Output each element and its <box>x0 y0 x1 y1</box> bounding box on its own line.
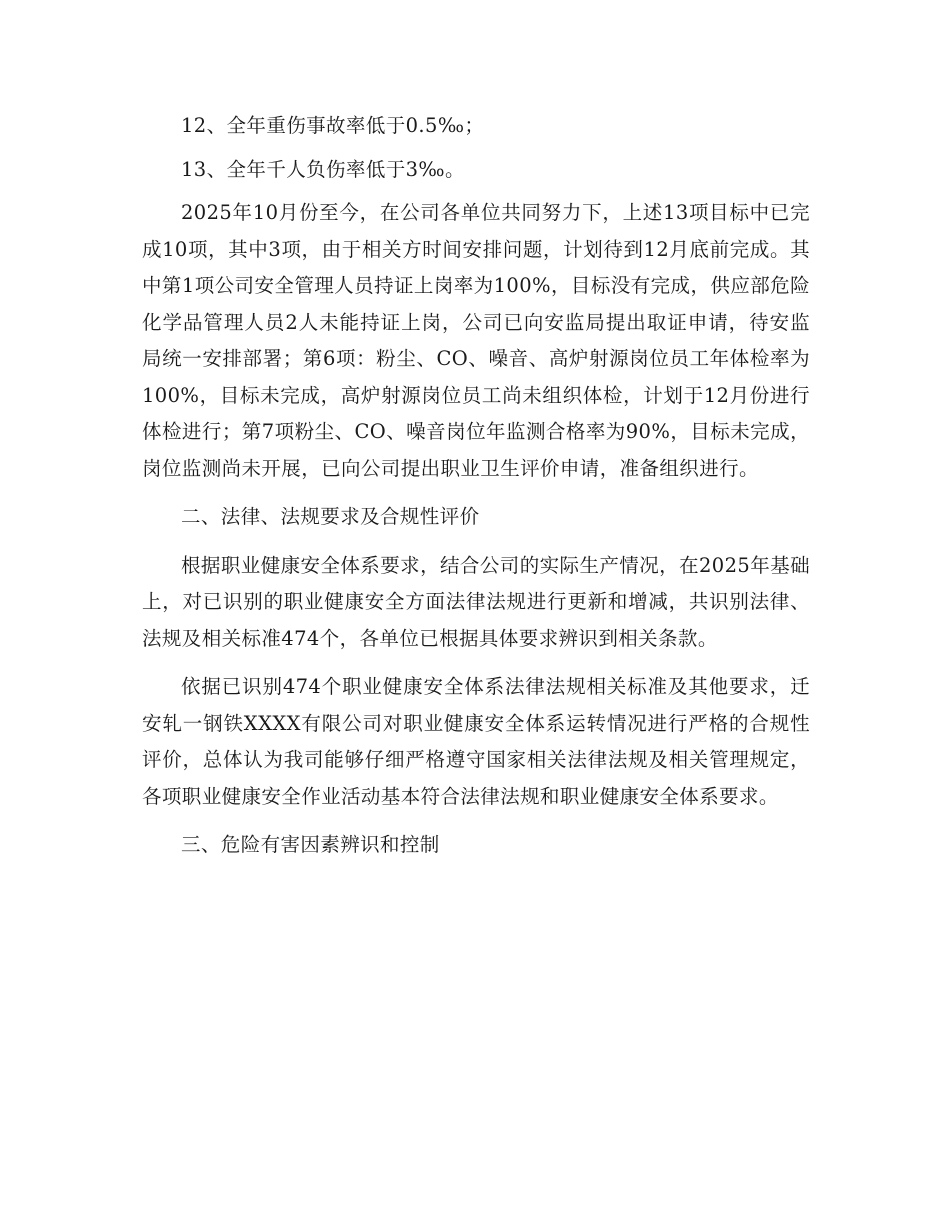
section-heading-hazard-control: 三、危险有害因素辨识和控制 <box>181 833 440 856</box>
list-item-12: 12、全年重伤事故率低于0.5‰； <box>181 114 485 137</box>
legal-identification-paragraph: 根据职业健康安全体系要求，结合公司的实际生产情况，在2025年基础上，对已识别的职业健康安全方面法律法规进行更新和增减，共识别法律、法规及相关标准474个，各单位已根据具体要求辨识到相关条款。 <box>142 553 810 650</box>
document-body <box>142 108 810 864</box>
progress-summary-paragraph: 2025年10月份至今，在公司各单位共同努力下，上述13项目标中已完成10项，其中3项，由于相关方时间安排问题，计划待到12月底前完成。其中第1项公司安全管理人员持证上岗率为100%，目标没有完成，供应部危险化学品管理人员2人未能持证上岗，公司已向安监局提出取证申请，待安监局统一安排部署；第6项：粉尘、CO、噪音、高炉射源岗位员工年体检率为100%，目标未完成，高炉射源岗位员工尚未组织体检，计划于12月份进行体检进行；第7项粉尘、CO、噪音岗位年监测合格率为90%，目标未完成，岗位监测尚未开展，已向公司提出职业卫生评价申请，准备组织进行。 <box>142 201 810 480</box>
list-item-13: 13、全年千人负伤率低于3‰。 <box>181 157 465 181</box>
compliance-evaluation-paragraph: 依据已识别474个职业健康安全体系法律法规相关标准及其他要求，迁安轧一钢铁XXXX有限公司对职业健康安全体系运转情况进行严格的合规性评价，总体认为我司能够仔细严格遵守国家相关法律法规及相关管理规定，各项职业健康安全作业活动基本符合法律法规和职业健康安全体系要求。 <box>142 675 810 808</box>
section-heading-legal-compliance: 二、法律、法规要求及合规性评价 <box>181 505 480 528</box>
